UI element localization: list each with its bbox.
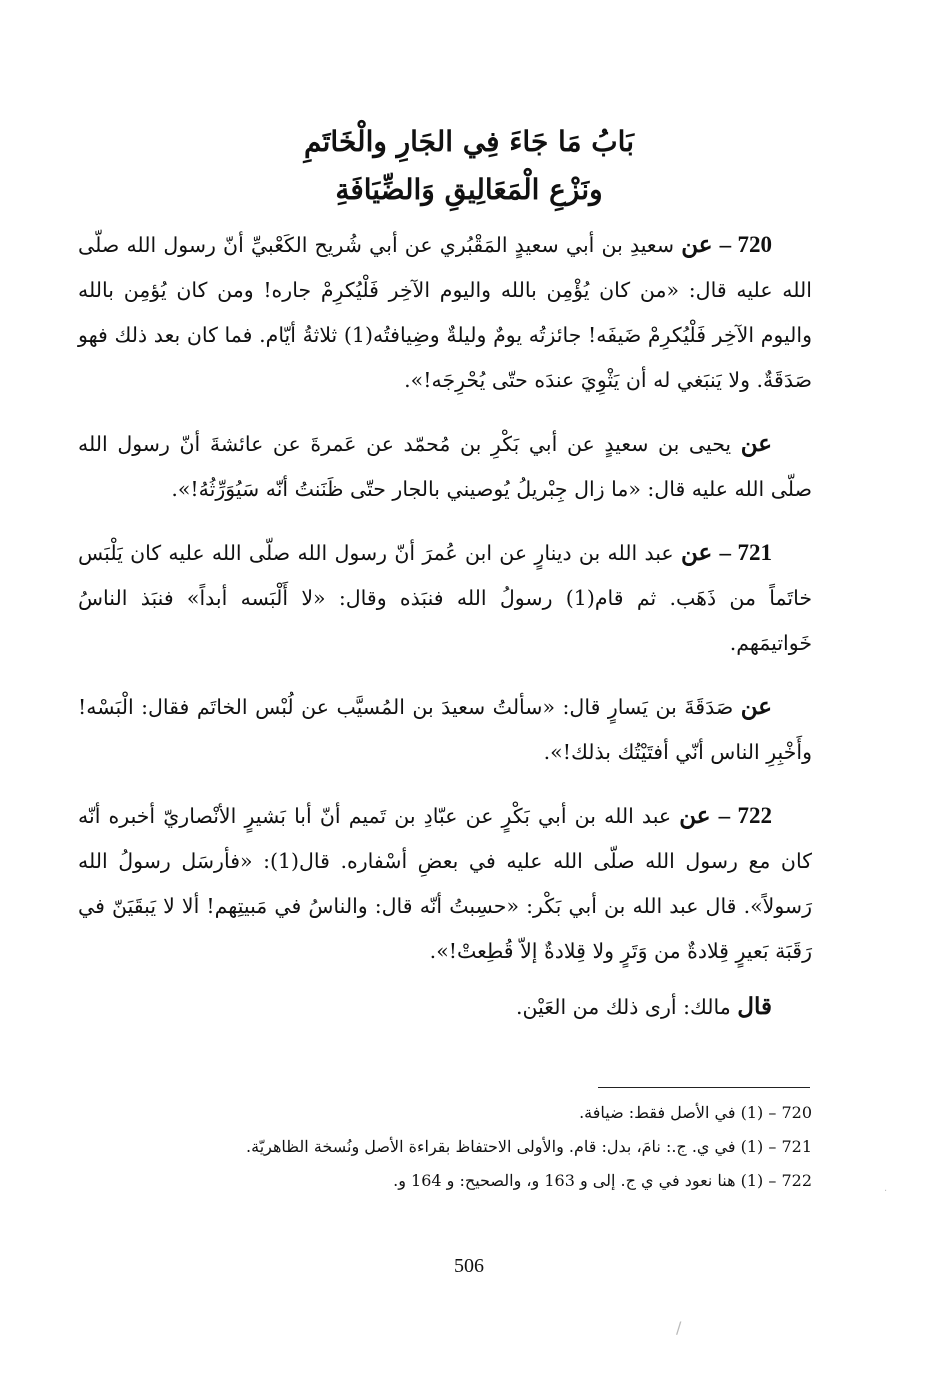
hadith-text: صَدَقَةَ بن يَسارٍ قال: «سألتُ سعيدَ بن المُسيَّب عن لُبْس الخاتَم فقال: الْبَسْه! وأَخْبِرِ الناس أنّي أفتَيْتُك بذلك!». [78,695,812,764]
hadith-number: 720 – [719,232,772,257]
footnote-720: 720 – (1) في الأصل فقط: ضيافة. [579,1103,812,1122]
scan-speck: · [884,1186,888,1197]
main-text [78,222,812,1048]
chapter-title-line-1: بَابُ مَا جَاءَ فِي الجَارِ والْخَاتَمِ [304,125,634,158]
scan-speck: / [676,1318,682,1337]
hadith-paragraph [78,684,812,775]
footnote-722: 722 – (1) هنا نعود في ي ج. إلى و 163 و، والصحيح: و 164 و. [393,1171,812,1190]
page-number: 506 [454,1255,484,1277]
hadith-number: 722 – [718,803,772,828]
hadith-text: يحيى بن سعيدٍ عن أبي بَكْرِ بن مُحمّد عن عَمرةَ عن عائشةَ أنّ رسول الله صلّى الله عليه قال: «ما زال جِبْريلُ يُوصيني بالجار حتّى ظَنَنتُ أنّه سَيُوَرِّثُهُ!». [78,432,812,501]
hadith-paragraph [78,421,812,512]
narration-lead-word: عن [681,231,713,258]
narration-lead-word: عن [740,430,772,457]
narration-lead-word: قال [737,993,772,1020]
hadith-text: عبد الله بن دينارٍ عن ابن عُمرَ أنّ رسول الله صلّى الله عليه كان يَلْبَس خاتَماً من ذَهَب. ثم قام(1) رسولُ الله فنبَذه وقال: «لا أَلْبَسه أبداً» فنبَذ الناسُ خَواتيمَهم. [78,541,813,655]
hadith-number: 721 – [719,540,772,565]
hadith-text: عبد الله بن أبي بَكْرٍ عن عبّادِ بن تَميم أنّ أبا بَشيرٍ الأنْصاريّ أخبره أنّه كان مع رسول الله صلّى الله عليه في بعضِ أسْفاره. قال(1): «فأرسَل رسولُ الله رَسولاً». قال عبد الله بن أبي بَكْر: «حسِبتُ أنّه قال: والناسُ في مَبيتِهم! ألا لا يَبقَيَنّ في رَقَبَة بَعيرٍ قِلادةٌ من وَتَرٍ ولا قِلادةٌ إلاّ قُطِعتْ!». [78,804,812,963]
narration-lead-word: عن [680,539,713,566]
narration-lead-word: عن [740,693,772,720]
hadith-paragraph-721 [78,530,812,666]
footnotes [78,1096,812,1198]
malik-comment [78,984,812,1030]
chapter-title-line-2: ونَزْعِ الْمَعَالِيقِ وَالضِّيَافَةِ [335,173,603,206]
narration-lead-word: عن [679,802,711,829]
comment-text: مالك: أرى ذلك من العَيْن. [516,995,731,1019]
chapter-title [150,118,788,214]
hadith-paragraph-720 [78,222,812,403]
hadith-text: سعيدِ بن أبي سعيدٍ المَقْبُري عن أبي شُريح الكَعْبيِّ أنّ رسول الله صلّى الله عليه قال: «من كان يُؤْمِن بالله واليوم الآخِر فَلْيُكرِمْ جاره! ومن كان يُؤمِن بالله واليوم الآخِر فَلْيُكرِمْ ضَيفَه! جائزتُه يومٌ وليلةٌ وضِيافتُه(1) ثلاثةُ أيّام. فما كان بعد ذلك فهو صَدَقَةٌ. ولا يَنبَغي له أن يَثْوِيَ عندَه حتّى يُحْرِجَه!». [78,233,813,392]
footnote-separator [598,1087,810,1088]
footnote-721: 721 – (1) في ي. ج.: نامَ، بدل: قام. والأولى الاحتفاظ بقراءة الأصل ونُسخة الظاهريّة. [246,1137,812,1156]
hadith-paragraph-722 [78,793,812,974]
